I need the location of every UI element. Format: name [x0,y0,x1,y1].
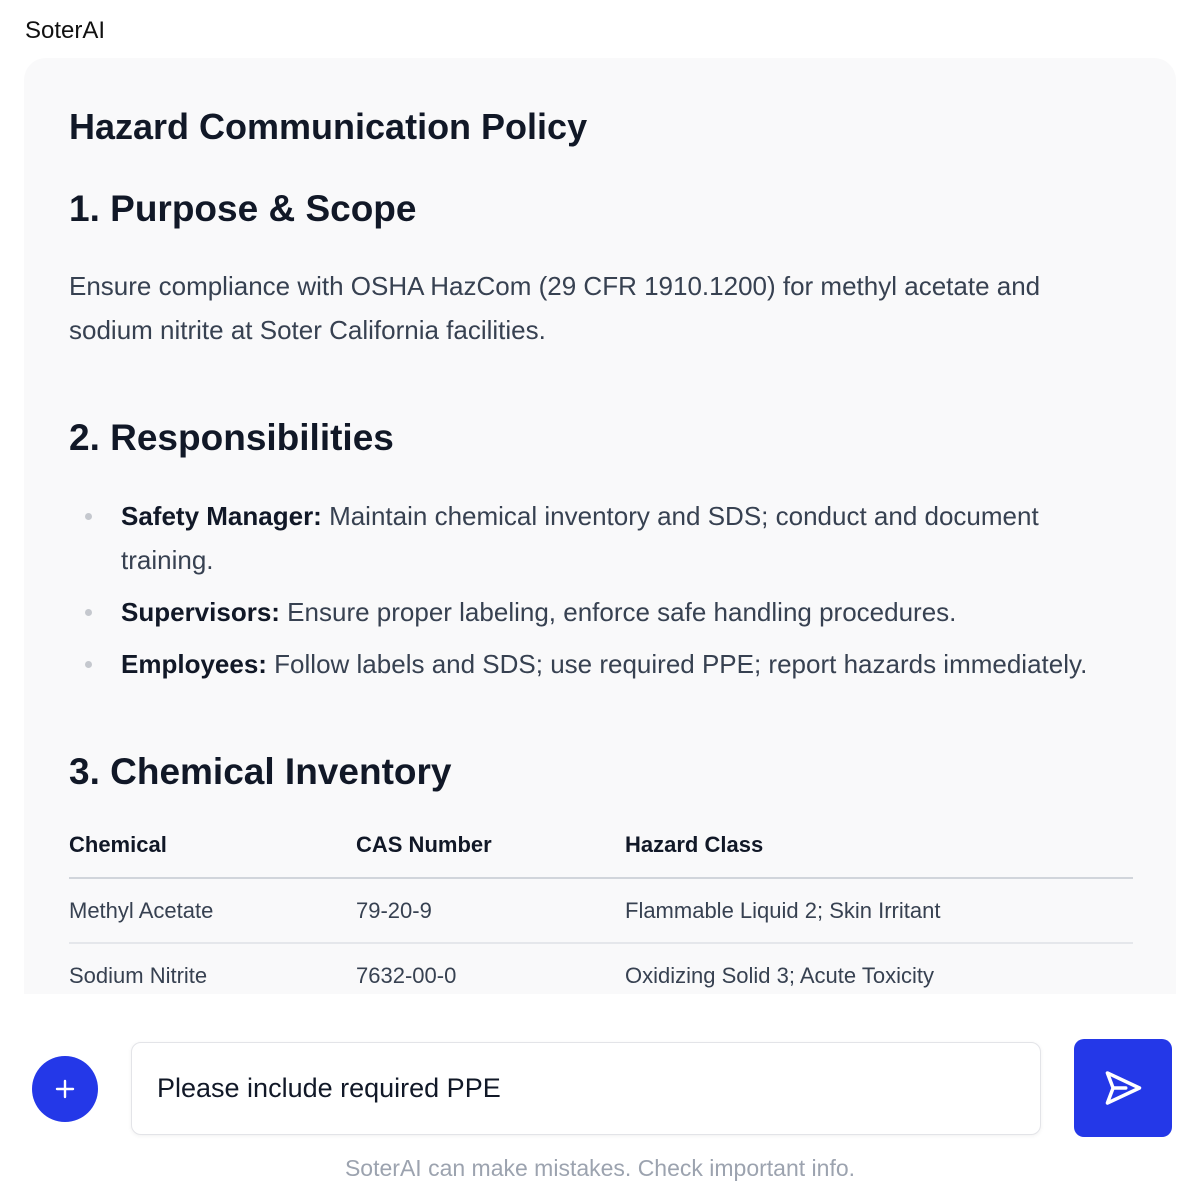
message-input[interactable] [157,1043,1017,1134]
document-panel [24,58,1176,994]
bullet-icon [85,661,92,668]
section-heading-purpose: 1. Purpose & Scope [69,188,417,229]
role-description: Maintain chemical inventory and SDS; conduct and document training. [121,501,1039,575]
role-description: Follow labels and SDS; use required PPE; report hazards immediately. [266,649,1088,679]
role-label: Employees: [121,649,267,679]
column-header-hazard-class: Hazard Class [625,832,764,857]
table-row [69,879,1133,944]
table-cell: 79-20-9 [356,897,432,923]
list-item [69,590,1133,634]
disclaimer-text: SoterAI can make mistakes. Check important info. [344,1155,856,1181]
table-row [69,944,1133,994]
responsibilities-list [69,494,1133,694]
table-header-row [69,813,1133,879]
chemical-inventory-table [69,813,1133,994]
role-label: Supervisors: [121,597,280,627]
send-icon [1101,1066,1145,1110]
document-title: Hazard Communication Policy [69,106,588,147]
section-heading-inventory: 3. Chemical Inventory [69,751,452,792]
table-cell: Methyl Acetate [69,897,214,923]
role-label: Safety Manager: [121,501,322,531]
message-input-container [131,1042,1041,1135]
column-header-chemical: Chemical [69,832,167,857]
role-description: Ensure proper labeling, enforce safe handling procedures. [279,597,957,627]
list-item [69,494,1133,582]
add-attachment-button[interactable] [32,1056,98,1122]
plus-icon [52,1076,78,1102]
app-title: SoterAI [25,17,106,44]
column-header-cas-number: CAS Number [356,832,492,857]
bullet-icon [85,513,92,520]
bullet-icon [85,609,92,616]
table-cell: Sodium Nitrite [69,962,208,988]
section-heading-responsibilities: 2. Responsibilities [69,417,394,458]
table-cell: Oxidizing Solid 3; Acute Toxicity [625,962,934,988]
purpose-paragraph: Ensure compliance with OSHA HazCom (29 CFR 1910.1200) for methyl acetate and sodium nitrite at Soter California facilities. [69,271,1041,345]
table-cell: 7632-00-0 [356,962,457,988]
list-item [69,642,1133,686]
send-button[interactable] [1074,1039,1172,1137]
table-cell: Flammable Liquid 2; Skin Irritant [625,897,941,923]
